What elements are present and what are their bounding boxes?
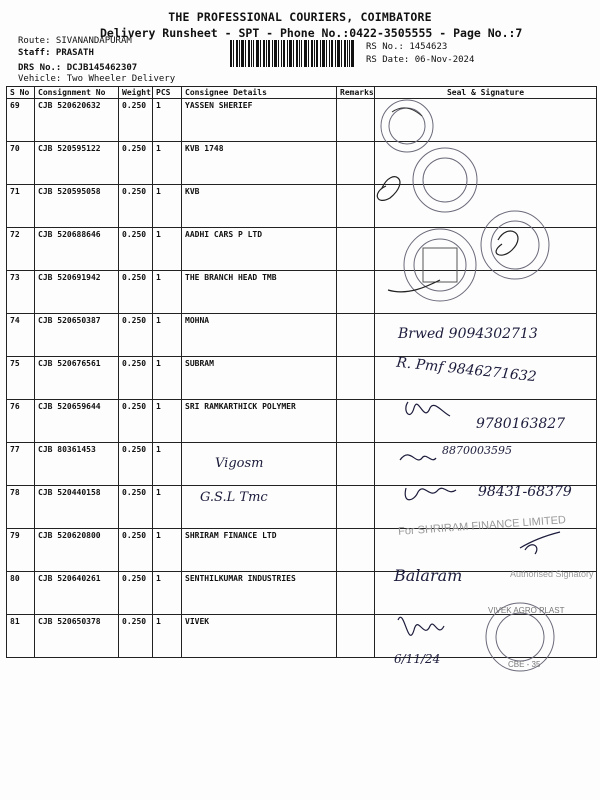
weight-cell: 0.250 <box>119 271 153 314</box>
remarks-cell <box>337 400 375 443</box>
row74-handwriting: Brwed 9094302713 <box>398 326 538 342</box>
remarks-cell <box>337 185 375 228</box>
consignee-cell: KVB <box>182 185 337 228</box>
weight-cell: 0.250 <box>119 142 153 185</box>
row78-phone: 98431-68379 <box>478 484 572 500</box>
col-remarks: Remarks <box>337 87 375 99</box>
table-row <box>7 99 597 142</box>
rs-date: RS Date: 06-Nov-2024 <box>366 55 475 65</box>
pcs-cell: 1 <box>153 529 182 572</box>
weight-cell: 0.250 <box>119 314 153 357</box>
row77-name: Vigosm <box>215 456 264 471</box>
consignee-cell: THE BRANCH HEAD TMB <box>182 271 337 314</box>
pcs-cell: 1 <box>153 185 182 228</box>
sno-cell: 78 <box>7 486 35 529</box>
remarks-cell <box>337 99 375 142</box>
pcs-cell: 1 <box>153 443 182 486</box>
consignment-cell: CJB 520595122 <box>35 142 119 185</box>
pcs-cell: 1 <box>153 486 182 529</box>
sno-cell: 69 <box>7 99 35 142</box>
remarks-cell <box>337 529 375 572</box>
pcs-cell: 1 <box>153 99 182 142</box>
col-weight: Weight <box>119 87 153 99</box>
row75-handwriting: R. Pmf 9846271632 <box>395 354 538 386</box>
remarks-cell <box>337 572 375 615</box>
seal-cell <box>375 271 597 314</box>
consignment-cell: CJB 520691942 <box>35 271 119 314</box>
row81-date: 6/11/24 <box>394 652 441 666</box>
route-label: Route: SIVANANDAPURAM <box>18 36 132 46</box>
consignee-cell: SUBRAM <box>182 357 337 400</box>
consignment-cell: CJB 520440158 <box>35 486 119 529</box>
consignment-cell: CJB 520620800 <box>35 529 119 572</box>
consignment-cell: CJB 520595058 <box>35 185 119 228</box>
weight-cell: 0.250 <box>119 228 153 271</box>
seal-cell <box>375 99 597 142</box>
col-consignee: Consignee Details <box>182 87 337 99</box>
consignee-cell: AADHI CARS P LTD <box>182 228 337 271</box>
vivek-stamp-city: CBE - 35 <box>508 660 541 669</box>
sno-cell: 72 <box>7 228 35 271</box>
col-seal: Seal & Signature <box>375 87 597 99</box>
rs-number: RS No.: 1454623 <box>366 42 448 52</box>
consignee-cell: KVB 1748 <box>182 142 337 185</box>
consignee-cell: YASSEN SHERIEF <box>182 99 337 142</box>
sno-cell: 73 <box>7 271 35 314</box>
consignee-cell: VIVEK <box>182 615 337 658</box>
consignment-cell: CJB 520640261 <box>35 572 119 615</box>
pcs-cell: 1 <box>153 271 182 314</box>
pcs-cell: 1 <box>153 314 182 357</box>
remarks-cell <box>337 443 375 486</box>
sno-cell: 77 <box>7 443 35 486</box>
pcs-cell: 1 <box>153 400 182 443</box>
runsheet-title: Delivery Runsheet - SPT - Phone No.:0422-3505555 - Page No.:7 <box>100 26 523 40</box>
weight-cell: 0.250 <box>119 99 153 142</box>
seal-cell <box>375 142 597 185</box>
weight-cell: 0.250 <box>119 572 153 615</box>
consignment-cell: CJB 80361453 <box>35 443 119 486</box>
consignee-cell: SRI RAMKARTHICK POLYMER <box>182 400 337 443</box>
consignee-cell: SHRIRAM FINANCE LTD <box>182 529 337 572</box>
drs-number: DRS No.: DCJB145462307 <box>18 63 138 73</box>
table-row <box>7 142 597 185</box>
consignment-cell: CJB 520650378 <box>35 615 119 658</box>
barcode-image <box>230 40 354 67</box>
weight-cell: 0.250 <box>119 185 153 228</box>
remarks-cell <box>337 357 375 400</box>
pcs-cell: 1 <box>153 357 182 400</box>
col-sno: S No <box>7 87 35 99</box>
sno-cell: 76 <box>7 400 35 443</box>
sno-cell: 70 <box>7 142 35 185</box>
remarks-cell <box>337 486 375 529</box>
row80-signature: Balaram <box>394 566 463 585</box>
weight-cell: 0.250 <box>119 357 153 400</box>
remarks-cell <box>337 271 375 314</box>
consignee-cell: SENTHILKUMAR INDUSTRIES <box>182 572 337 615</box>
table-header-row <box>7 87 597 99</box>
staff-label: Staff: PRASATH <box>18 48 94 58</box>
weight-cell: 0.250 <box>119 400 153 443</box>
vehicle-label: Vehicle: Two Wheeler Delivery <box>18 74 176 84</box>
consignment-cell: CJB 520688646 <box>35 228 119 271</box>
weight-cell: 0.250 <box>119 486 153 529</box>
col-pcs: PCS <box>153 87 182 99</box>
row76-handwriting: 9780163827 <box>476 416 566 432</box>
seal-cell <box>375 228 597 271</box>
remarks-cell <box>337 615 375 658</box>
pcs-cell: 1 <box>153 228 182 271</box>
weight-cell: 0.250 <box>119 615 153 658</box>
remarks-cell <box>337 142 375 185</box>
table-row <box>7 185 597 228</box>
authorised-signatory: Authorised Signatory <box>510 569 594 579</box>
remarks-cell <box>337 314 375 357</box>
consignment-cell: CJB 520676561 <box>35 357 119 400</box>
sno-cell: 80 <box>7 572 35 615</box>
remarks-cell <box>337 228 375 271</box>
sno-cell: 79 <box>7 529 35 572</box>
table-row <box>7 228 597 271</box>
table-row <box>7 615 597 658</box>
pcs-cell: 1 <box>153 142 182 185</box>
company-name: THE PROFESSIONAL COURIERS, COIMBATORE <box>168 10 432 24</box>
col-consignment: Consignment No <box>35 87 119 99</box>
pcs-cell: 1 <box>153 572 182 615</box>
vivek-stamp: VIVEK AGRO PLAST <box>488 606 565 615</box>
table-row <box>7 271 597 314</box>
sno-cell: 71 <box>7 185 35 228</box>
consignment-cell: CJB 520659644 <box>35 400 119 443</box>
consignee-cell: MOHNA <box>182 314 337 357</box>
weight-cell: 0.250 <box>119 443 153 486</box>
row78-name: G.S.L Tmc <box>200 490 268 505</box>
table-row <box>7 529 597 572</box>
sno-cell: 81 <box>7 615 35 658</box>
shriram-stamp: For SHRIRAM FINANCE LIMITED <box>397 514 567 538</box>
sno-cell: 75 <box>7 357 35 400</box>
row77-phone: 8870003595 <box>442 444 512 457</box>
seal-cell <box>375 185 597 228</box>
consignment-cell: CJB 520620632 <box>35 99 119 142</box>
pcs-cell: 1 <box>153 615 182 658</box>
sno-cell: 74 <box>7 314 35 357</box>
consignment-cell: CJB 520650387 <box>35 314 119 357</box>
weight-cell: 0.250 <box>119 529 153 572</box>
